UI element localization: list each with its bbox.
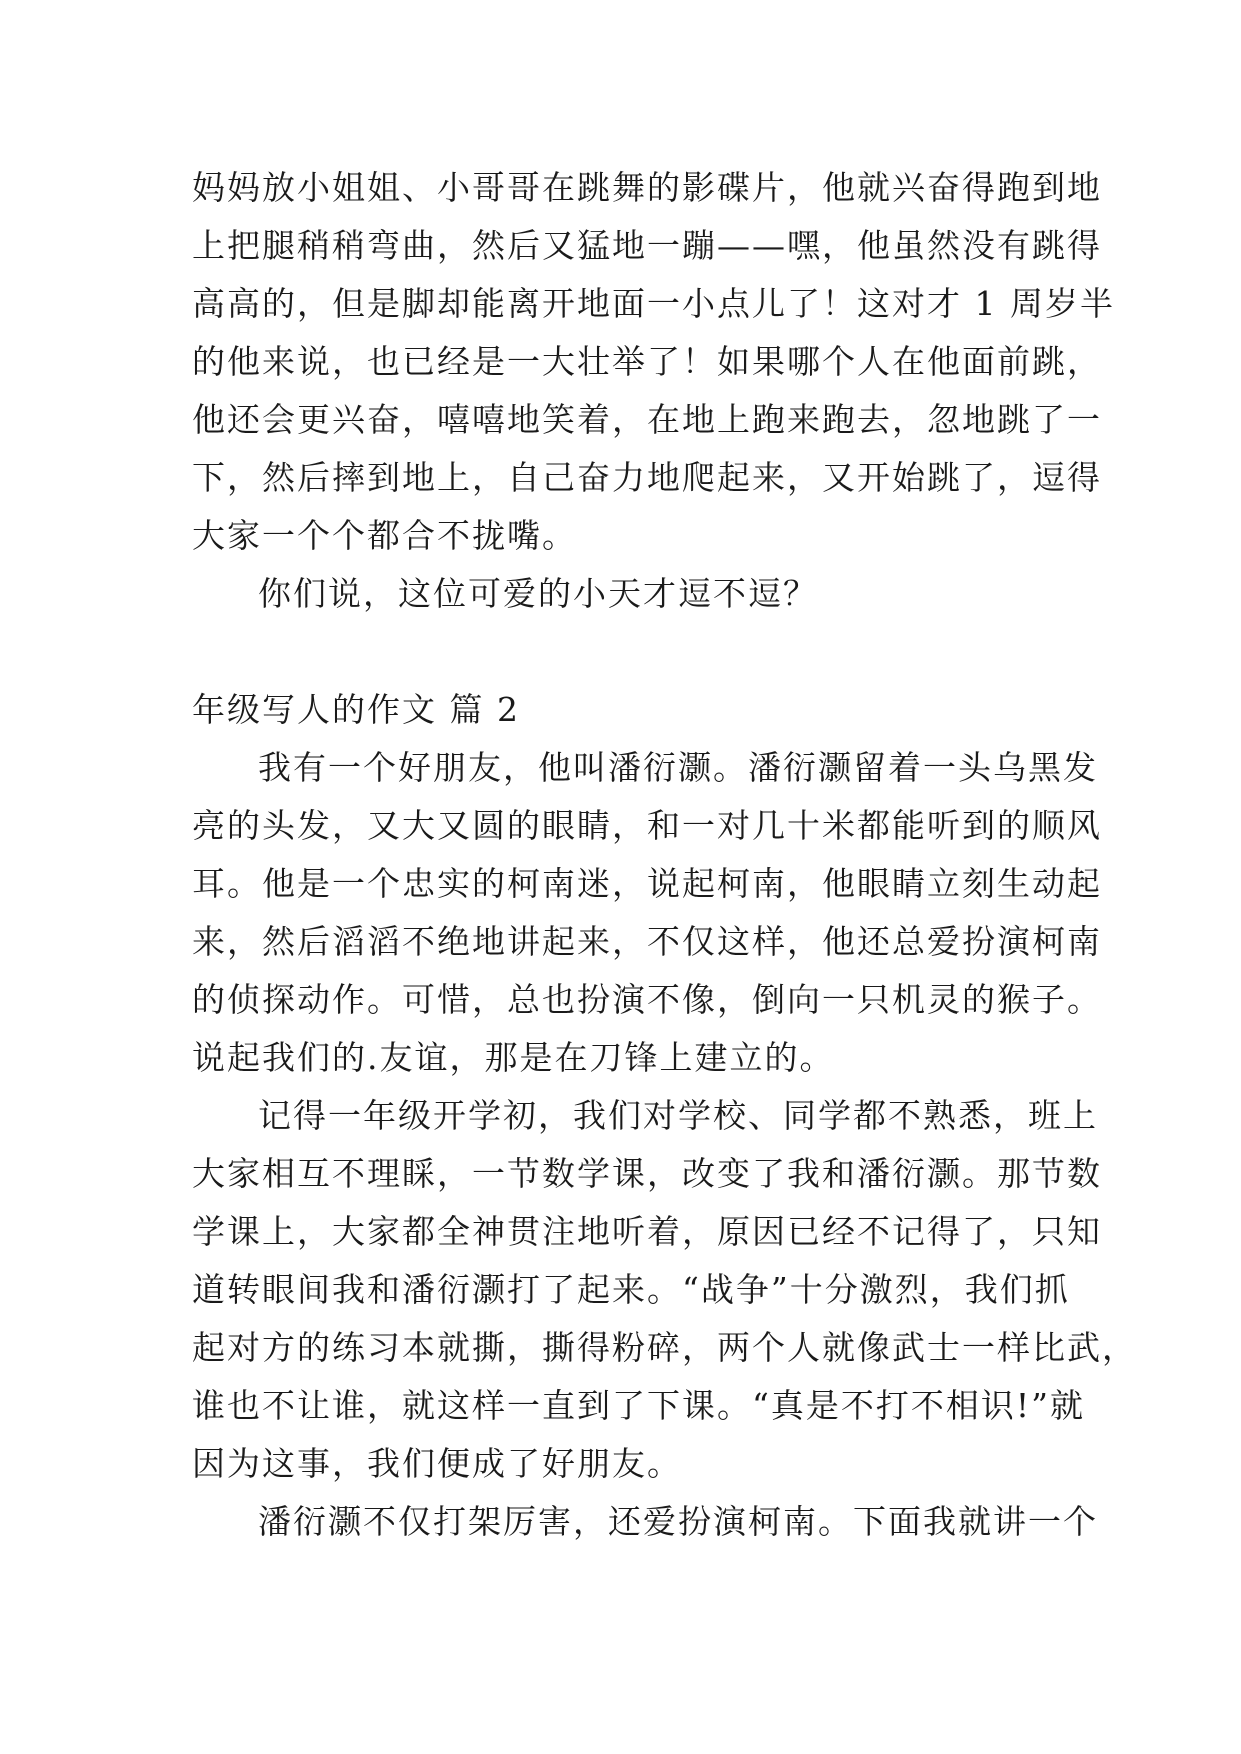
text-line: 学课上，大家都全神贯注地听着，原因已经不记得了，只知 xyxy=(192,1212,1102,1251)
text-line: 大家一个个都合不拢嘴。 xyxy=(192,516,577,555)
text-line: 道转眼间我和潘衍灏打了起来。“战争”十分激烈，我们抓 xyxy=(192,1270,1070,1309)
paragraph-first-line: 我有一个好朋友，他叫潘衍灏。潘衍灏留着一头乌黑发 xyxy=(258,748,1098,787)
text-line: 因为这事，我们便成了好朋友。 xyxy=(192,1444,682,1483)
text-line: 妈妈放小姐姐、小哥哥在跳舞的影碟片，他就兴奋得跑到地 xyxy=(192,168,1102,207)
paragraph-first-line: 记得一年级开学初，我们对学校、同学都不熟悉，班上 xyxy=(258,1096,1098,1135)
text-line: 他还会更兴奋，嘻嘻地笑着，在地上跑来跑去，忽地跳了一 xyxy=(192,400,1102,439)
text-line: 上把腿稍稍弯曲，然后又猛地一蹦——嘿，他虽然没有跳得 xyxy=(192,226,1102,265)
text-line: 来，然后滔滔不绝地讲起来，不仅这样，他还总爱扮演柯南 xyxy=(192,922,1102,961)
text-line: 起对方的练习本就撕，撕得粉碎，两个人就像武士一样比武， xyxy=(192,1328,1137,1367)
section-heading: 年级写人的作文 篇 2 xyxy=(192,690,520,729)
text-line: 的他来说，也已经是一大壮举了！如果哪个人在他面前跳， xyxy=(192,342,1102,381)
text-line: 下，然后摔到地上，自己奋力地爬起来，又开始跳了，逗得 xyxy=(192,458,1102,497)
text-line: 耳。他是一个忠实的柯南迷，说起柯南，他眼睛立刻生动起 xyxy=(192,864,1102,903)
text-line: 谁也不让谁，就这样一直到了下课。“真是不打不相识!”就 xyxy=(192,1386,1086,1425)
text-line: 亮的头发，又大又圆的眼睛，和一对几十米都能听到的顺风 xyxy=(192,806,1102,845)
paragraph-first-line: 你们说，这位可爱的小天才逗不逗？ xyxy=(258,574,818,613)
text-line: 高高的，但是脚却能离开地面一小点儿了！这对才 1 周岁半 xyxy=(192,284,1115,323)
text-line: 说起我们的.友谊，那是在刀锋上建立的。 xyxy=(192,1038,835,1077)
text-line: 的侦探动作。可惜，总也扮演不像，倒向一只机灵的猴子。 xyxy=(192,980,1102,1019)
text-line: 大家相互不理睬，一节数学课，改变了我和潘衍灏。那节数 xyxy=(192,1154,1102,1193)
paragraph-first-line: 潘衍灏不仅打架厉害，还爱扮演柯南。下面我就讲一个 xyxy=(258,1502,1098,1541)
